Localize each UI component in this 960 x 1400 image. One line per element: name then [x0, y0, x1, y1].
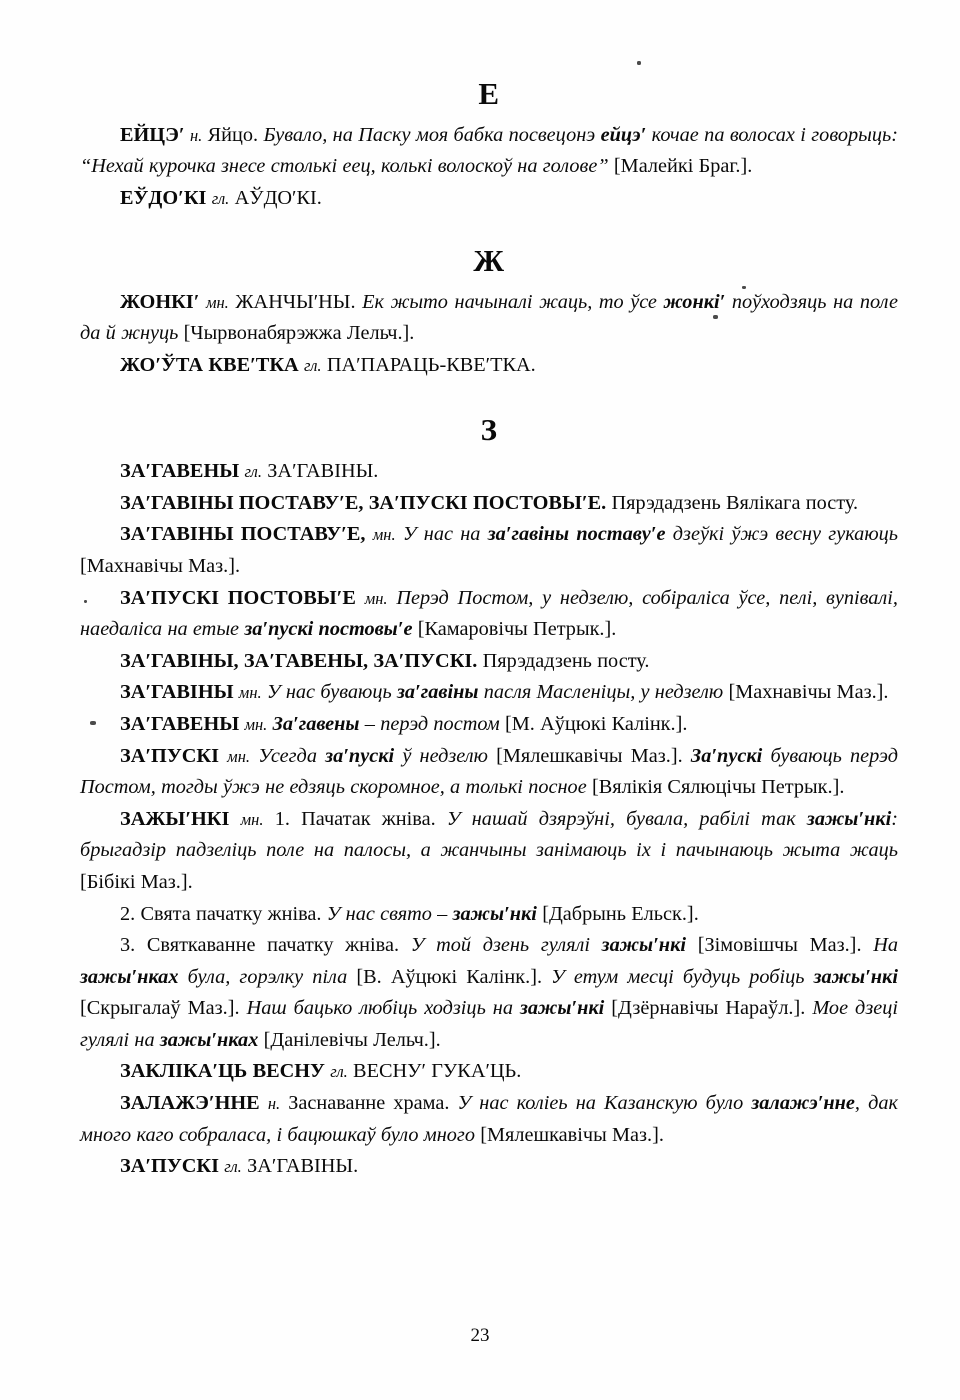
- example-quotation: У нас коліеь на Казанскую було: [457, 1092, 752, 1115]
- example-keyword: за′гавіны: [397, 681, 479, 704]
- example-quotation: Усегда: [258, 744, 326, 767]
- dictionary-entry: [80, 804, 898, 899]
- entry-headword: ЕЎДО′КІ: [120, 186, 207, 209]
- dictionary-entry: [80, 120, 898, 183]
- example-quotation: була, горэлку піла: [178, 965, 348, 988]
- scan-speck: [742, 286, 746, 289]
- entry-text: [396, 523, 403, 545]
- section-letter-heading: Е: [478, 76, 500, 111]
- entry-text: [260, 1092, 268, 1114]
- scan-speck: [90, 721, 96, 725]
- entry-text: [365, 523, 372, 545]
- example-keyword: За′пускі: [690, 744, 763, 767]
- locality-source: [Мялешкавічы Маз.].: [480, 1123, 664, 1146]
- dictionary-entry: [80, 930, 898, 1056]
- locality-source: [Бібікі Маз.].: [80, 870, 193, 893]
- entry-headword: ЗА′ПУСКІ ПОСТОВЫ′Е: [120, 586, 356, 609]
- example-quotation: ў недзелю: [394, 744, 488, 767]
- entry-text: [686, 934, 698, 956]
- example-keyword: за′пускі: [325, 744, 395, 767]
- example-quotation: : брыгадзір падзеліць поле на палосы, а жанчыны занімаюць іх і пачынаюць жыта жаць: [80, 807, 898, 862]
- grammar-label: н.: [267, 1094, 281, 1114]
- entry-text: [436, 808, 447, 830]
- scan-speck: [637, 61, 641, 65]
- entry-text: [240, 997, 247, 1019]
- entry-definition: Заснаванне храма.: [288, 1092, 450, 1115]
- grammar-label: мн.: [205, 292, 229, 312]
- entry-headword: ЗА′ГАВЕНЫ: [120, 712, 240, 735]
- locality-source: [Малейкі Браг.].: [613, 155, 753, 178]
- dictionary-entry: [80, 741, 898, 804]
- example-quotation: У нашай дзярэўні, бувала, рабілі так: [446, 807, 807, 830]
- entry-text: [683, 745, 691, 767]
- dictionary-entry: [80, 583, 898, 646]
- cross-reference: ЖАНЧЫ′НЫ.: [235, 290, 356, 313]
- example-keyword: зажы′нкі: [806, 807, 892, 830]
- locality-source: [Зімовішчы Маз.].: [697, 934, 862, 957]
- entry-text: [263, 808, 274, 830]
- locality-source: [Скрыгалаў Маз.].: [80, 997, 240, 1020]
- grammar-label: мн.: [244, 714, 268, 734]
- locality-source: [Камаровічы Петрык.].: [417, 618, 617, 641]
- locality-source: [В. Аўцюкі Калінк.].: [356, 965, 543, 988]
- page-content: [80, 78, 898, 1183]
- example-quotation: кочае па волосах і говорыць: “Нехай курочка знесе столькі еец, колькі волоскоў на голове”: [80, 123, 898, 178]
- example-keyword: за′гавіны поставу′е: [487, 523, 666, 546]
- example-quotation: – перэд постом: [359, 712, 500, 735]
- entry-text: [250, 745, 258, 767]
- dictionary-entry: [80, 1056, 898, 1088]
- dictionary-entry: [80, 1088, 898, 1151]
- entry-headword: ЕЙЦЭ′: [120, 123, 185, 146]
- example-quotation: , дак много каго собралаcа, і бацюшкаў було много: [80, 1092, 898, 1146]
- entry-text: [356, 587, 365, 609]
- example-quotation: Ек жыто начыналі жаць, то ўсе: [362, 290, 664, 313]
- example-quotation: поўходзяць на поле да й жнуць: [80, 290, 898, 345]
- example-keyword: зажы′нкі: [601, 934, 686, 957]
- entry-headword: ЗА′ГАВІНЫ ПОСТАВУ′Е,: [120, 523, 366, 546]
- entry-text: [542, 966, 551, 988]
- entry-text: [219, 745, 227, 767]
- entry-definition: Яйцо.: [207, 123, 259, 146]
- dictionary-entry: [80, 488, 898, 520]
- example-keyword: зажы′нках: [80, 965, 179, 988]
- entry-text: [449, 1092, 457, 1114]
- example-keyword: зажы′нкі: [519, 997, 605, 1020]
- example-keyword: залажэ′нне: [751, 1092, 855, 1115]
- example-quotation: У нас буваюць: [266, 681, 397, 704]
- grammar-label: н.: [189, 125, 203, 145]
- dictionary-entry: [80, 899, 898, 931]
- entry-text: [399, 934, 411, 956]
- cross-reference: ВЕСНУ′ ГУКА′ЦЬ.: [353, 1060, 522, 1083]
- dictionary-entry: [80, 646, 898, 678]
- cross-reference: ЗА′ГАВІНЫ.: [267, 460, 379, 483]
- example-keyword: жонкі′: [663, 290, 726, 313]
- example-keyword: зажы′нкі: [813, 965, 898, 988]
- example-quotation: Бувало, на Паску моя бабка посвецонэ: [263, 123, 601, 146]
- example-quotation: На: [873, 934, 899, 957]
- grammar-label: гл.: [211, 188, 230, 208]
- locality-source: [Вялікія Сялюцічы Петрык.].: [591, 776, 845, 799]
- grammar-label: гл.: [330, 1062, 348, 1082]
- entry-definition: Пярэдадзень Вялікага посту.: [611, 491, 859, 514]
- example-quotation: У нас свято –: [326, 902, 453, 925]
- grammar-label: мн.: [364, 588, 388, 608]
- locality-source: [Махнавічы Маз.].: [80, 554, 241, 577]
- entry-text: [388, 587, 397, 609]
- entry-headword: ЖОНКІ′: [120, 290, 200, 313]
- scan-speck: [713, 315, 718, 319]
- entry-headword: ЗАКЛІКА′ЦЬ ВЕСНУ: [120, 1060, 325, 1083]
- entry-text: [488, 745, 496, 767]
- grammar-label: мн.: [227, 746, 251, 766]
- entry-text: [347, 966, 356, 988]
- dictionary-entry: [80, 350, 898, 382]
- entry-definition: 2. Свята пачатку жніва.: [120, 902, 322, 925]
- entry-definition: Пярэдадзень посту.: [482, 649, 650, 672]
- example-keyword: за′пускі постовы′е: [244, 618, 413, 641]
- locality-source: [Чырвонабярэжжа Лельч.].: [183, 322, 415, 345]
- example-keyword: зажы′нках: [159, 1028, 259, 1051]
- example-quotation: У той дзень гулялі: [410, 934, 602, 957]
- section-letter-heading: Ж: [473, 243, 505, 279]
- example-quotation: Наш бацько любіць ходзіць на: [246, 997, 520, 1020]
- entry-headword: ЗАЛАЖЭ′ННЕ: [120, 1092, 260, 1115]
- page-number: 23: [470, 1325, 490, 1346]
- dictionary-entry: [80, 287, 898, 350]
- dictionary-entry: [80, 519, 898, 582]
- entry-headword: ЖО′ЎТА КВЕ′ТКА: [120, 354, 299, 377]
- entry-definition: 1. Пачатак жніва.: [274, 807, 436, 830]
- example-quotation: У нас на: [402, 523, 488, 546]
- entry-headword: ЗАЖЫ′НКІ: [120, 807, 230, 830]
- grammar-label: гл.: [244, 462, 262, 482]
- example-keyword: зажы′нкі: [452, 902, 537, 925]
- cross-reference: АЎДО′КІ.: [234, 186, 322, 209]
- example-quotation: буваюць перэд Постом, тогды ўжэ не едзяць скоромное, а толькі посное: [80, 744, 898, 799]
- entry-headword: ЗА′ГАВІНЫ, ЗА′ГАВЕНЫ, ЗА′ПУСКІ.: [120, 649, 478, 672]
- example-quotation: пасля Масленіцы, у недзелю: [478, 681, 724, 704]
- entry-text: [229, 808, 240, 830]
- example-quotation: У етум месці будуць робіць: [551, 965, 814, 988]
- example-quotation: Перэд Постом, у недзелю, собіраліса ўсе, пелі, вупівалі, наедаліса на етые: [80, 586, 898, 641]
- cross-reference: ПА′ПАРАЦЬ-КВЕ′ТКА.: [326, 354, 536, 377]
- entry-headword: ЗА′ГАВЕНЫ: [120, 460, 240, 483]
- locality-source: [М. Аўцюкі Калінк.].: [504, 712, 688, 735]
- entry-headword: ЗА′ПУСКІ: [120, 744, 219, 767]
- locality-source: [Махнавічы Маз.].: [728, 681, 889, 704]
- locality-source: [Данілевічы Лельч.].: [263, 1028, 441, 1051]
- entry-headword: ЗА′ПУСКІ: [120, 1155, 219, 1178]
- locality-source: [Мялешкавічы Маз.].: [496, 744, 683, 767]
- grammar-label: мн.: [240, 809, 264, 829]
- cross-reference: ЗА′ГАВІНЫ.: [247, 1155, 359, 1178]
- locality-source: [Дабрынь Ельск.].: [542, 902, 699, 925]
- dictionary-entry: [80, 456, 898, 488]
- entry-headword: ЗА′ГАВІНЫ: [120, 681, 234, 704]
- example-keyword: ейцэ′: [600, 123, 647, 146]
- dictionary-entry: [80, 709, 898, 741]
- section-letter-heading: З: [480, 411, 498, 447]
- grammar-label: гл.: [303, 356, 322, 376]
- grammar-label: гл.: [224, 1157, 242, 1177]
- entry-text: [862, 934, 874, 956]
- example-quotation: Мое дзеці гулялі на: [80, 997, 899, 1051]
- dictionary-entry: [80, 1151, 898, 1183]
- grammar-label: мн.: [238, 683, 262, 703]
- dictionary-entry: [80, 183, 898, 215]
- dictionary-entry: [80, 677, 898, 709]
- scan-speck: [84, 600, 87, 603]
- entry-headword: ЗА′ГАВІНЫ ПОСТАВУ′Е, ЗА′ПУСКІ ПОСТОВЫ′Е.: [120, 491, 607, 514]
- grammar-label: мн.: [372, 525, 396, 545]
- example-quotation: дзеўкі ўжэ весну гукаюць: [665, 523, 898, 546]
- example-keyword: За′гавены: [272, 712, 360, 735]
- entry-definition: 3. Святкаванне пачатку жніва.: [120, 934, 400, 957]
- locality-source: [Дзёрнавічы Нараўл.].: [611, 997, 806, 1020]
